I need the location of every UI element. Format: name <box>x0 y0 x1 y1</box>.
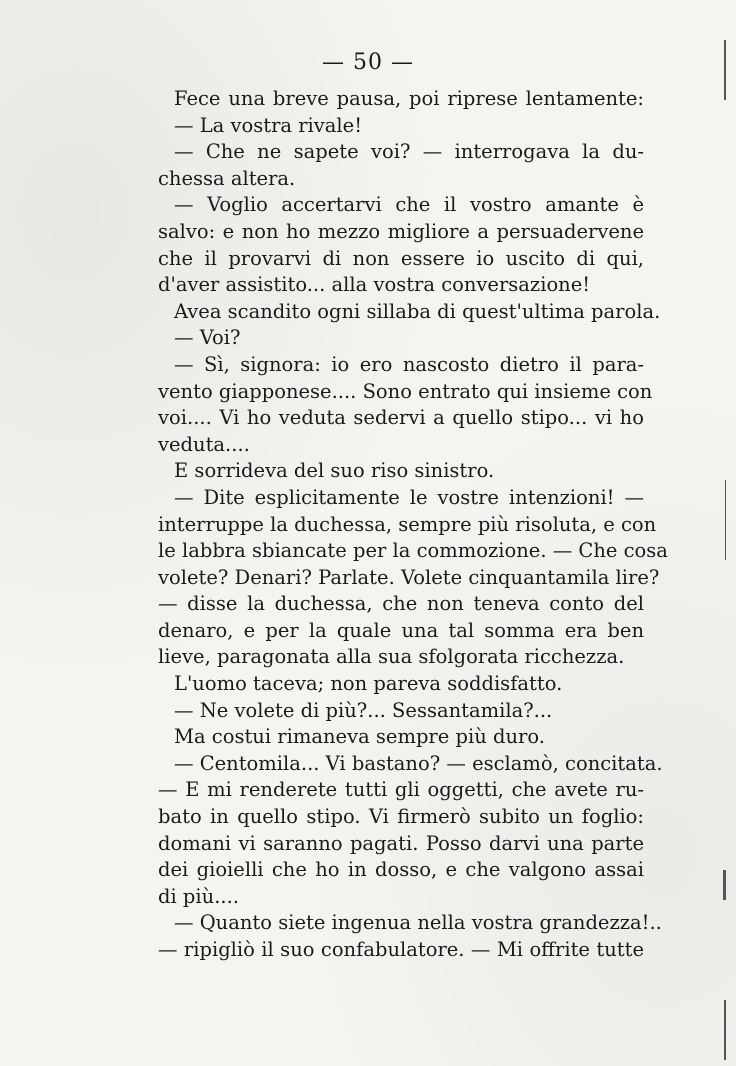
text-line: — Centomila... Vi bastano? — esclamò, concitata. <box>174 751 663 775</box>
page-edge-mark <box>725 480 726 560</box>
text-line: che il provarvi di non essere io uscito di qui, <box>158 246 644 270</box>
text-line: — Quanto siete ingenua nella vostra grandezza!.. <box>174 911 662 935</box>
page-edge-mark <box>724 1000 726 1060</box>
text-line: — disse la duchessa, che non teneva conto del <box>158 592 644 616</box>
text-line: d'aver assistito... alla vostra conversazione! <box>158 273 591 297</box>
text-line: vento giapponese.... Sono entrato qui insieme con <box>158 379 653 403</box>
text-line: lieve, paragonata alla sua sfolgorata ricchezza. <box>158 645 625 669</box>
text-line: Ma costui rimaneva sempre più duro. <box>174 725 545 749</box>
text-line: E sorrideva del suo riso sinistro. <box>174 459 495 483</box>
text-line: Avea scandito ogni sillaba di quest'ultima parola. <box>174 299 661 323</box>
text-line: domani vi saranno pagati. Posso darvi una parte <box>158 831 644 855</box>
text-line: — Ne volete di più?... Sessantamila?... <box>174 698 553 722</box>
text-line: bato in quello stipo. Vi firmerò subito un foglio: <box>158 805 644 829</box>
text-line: volete? Denari? Parlate. Volete cinquantamila lire? <box>158 565 660 589</box>
text-line: voi.... Vi ho veduta sedervi a quello stipo... vi ho <box>158 406 644 430</box>
text-line: veduta.... <box>158 432 250 456</box>
text-line: — Voi? <box>174 326 241 350</box>
text-line: denaro, e per la quale una tal somma era ben <box>158 618 644 642</box>
page-number: — 50 — <box>322 50 414 75</box>
text-line: di più.... <box>158 884 239 908</box>
text-line: chessa altera. <box>158 166 296 190</box>
text-line: — Sì, signora: io ero nascosto dietro il para- <box>174 352 644 376</box>
text-line: — E mi renderete tutti gli oggetti, che avete ru- <box>158 778 644 802</box>
text-line: interruppe la duchessa, sempre più risoluta, e con <box>158 512 657 536</box>
text-line: — La vostra rivale! <box>174 113 363 137</box>
body-text <box>158 86 668 964</box>
text-line: le labbra sbiancate per la commozione. — Che cosa <box>158 539 668 563</box>
text-line: L'uomo taceva; non pareva soddisfatto. <box>174 672 563 696</box>
page-edge-mark <box>723 870 726 900</box>
page-edge-mark <box>724 40 726 100</box>
text-line: — Dite esplicitamente le vostre intenzioni! — <box>174 485 644 509</box>
text-line: salvo: e non ho mezzo migliore a persuadervene <box>158 219 644 243</box>
text-line: Fece una breve pausa, poi riprese lentamente: <box>174 87 644 110</box>
text-line: dei gioielli che ho in dosso, e che valgono assai <box>158 858 644 882</box>
text-line: — Voglio accertarvi che il vostro amante è <box>174 193 644 217</box>
text-line: — Che ne sapete voi? — interrogava la du- <box>174 140 644 164</box>
text-line: — ripigliò il suo confabulatore. — Mi offrite tutte <box>158 938 644 961</box>
